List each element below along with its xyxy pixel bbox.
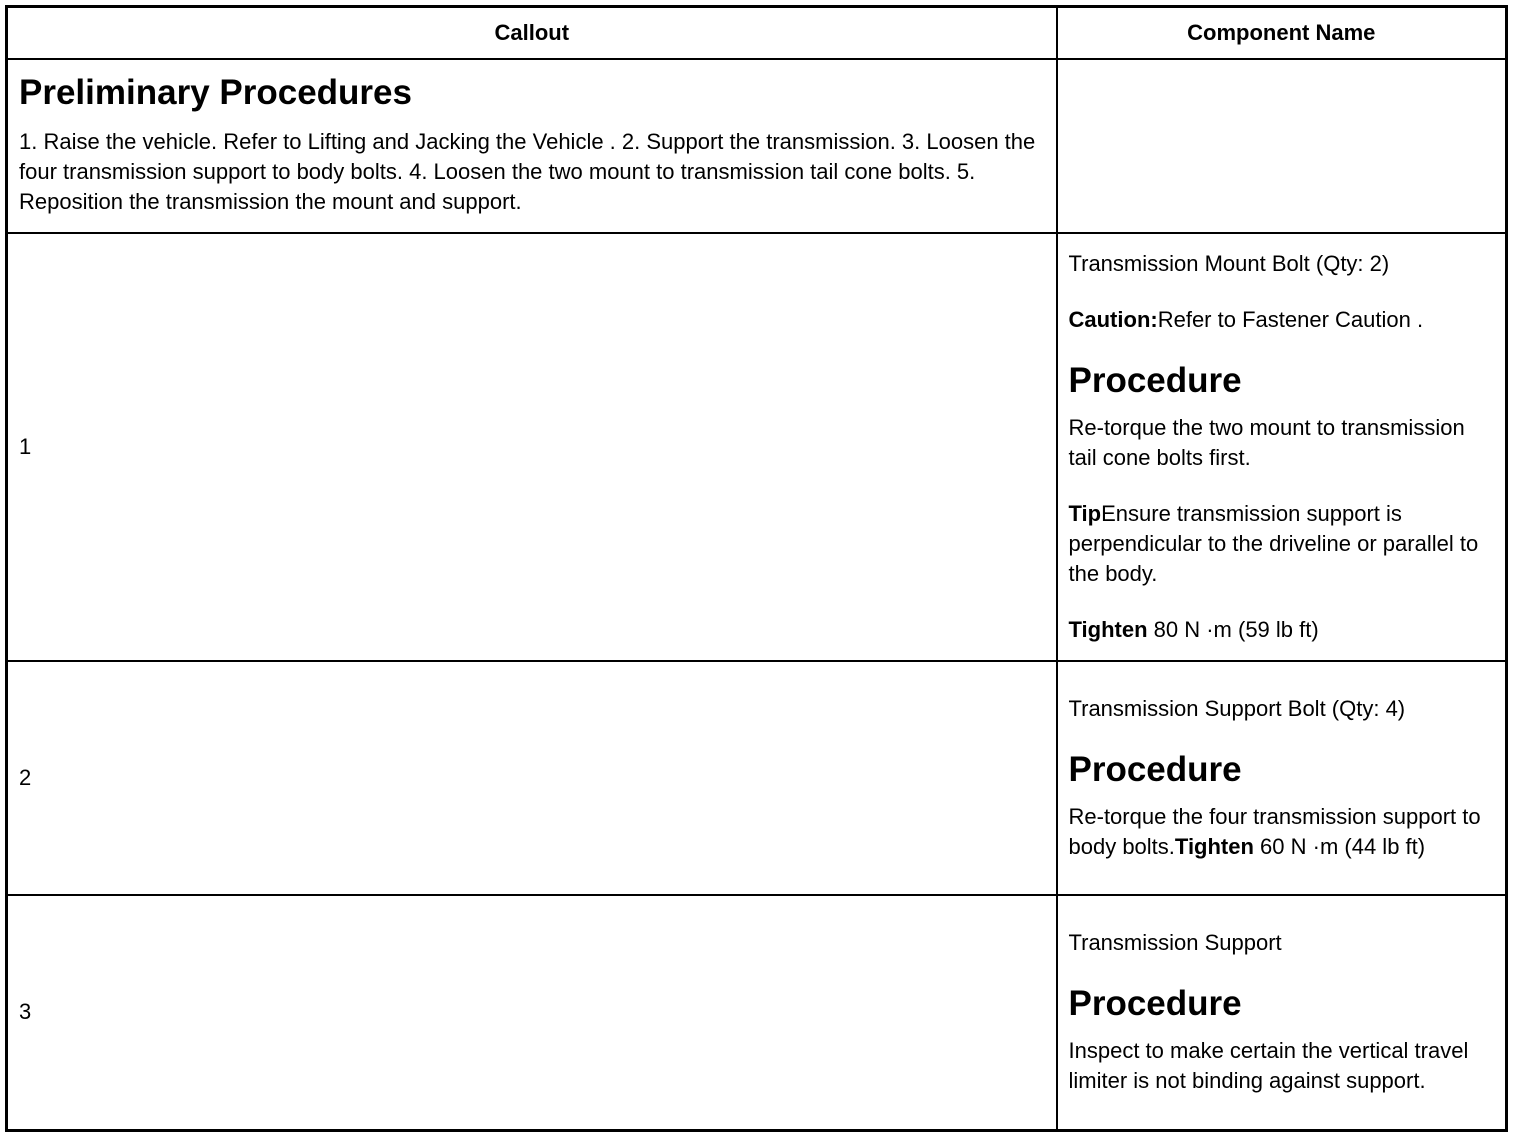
caution-text: Refer to Fastener Caution . — [1157, 307, 1424, 332]
table-row — [7, 895, 1507, 1130]
component-cell — [1057, 661, 1507, 895]
preliminary-text: 1. Raise the vehicle. Refer to Lifting and Jacking the Vehicle . 2. Support the transmission. 3. Loosen the four transmission support to body bolts. 4. Loosen the two mount to transmission tail cone bolts. 5. Reposition the transmission the mount and support. — [19, 129, 1036, 214]
component-table — [5, 5, 1508, 1132]
callout-cell: 1 — [7, 233, 1057, 661]
procedure-title: Procedure — [1068, 984, 1242, 1024]
tighten-label: Tighten — [1174, 834, 1254, 859]
caution-note — [1069, 305, 1495, 335]
procedure-text — [1069, 802, 1495, 862]
procedure-text-body: Re-torque the four transmission support to body bolts. — [1068, 804, 1481, 859]
callout-column-header: Callout — [7, 7, 1057, 60]
callout-cell: 3 — [7, 895, 1057, 1130]
tip-text: Ensure transmission support is perpendicular to the driveline or parallel to the body. — [1068, 501, 1479, 586]
procedure-title: Procedure — [1068, 361, 1242, 400]
tighten-label: Tighten — [1068, 617, 1148, 642]
component-name: Transmission Support Bolt (Qty: 4) — [1068, 696, 1406, 721]
component-cell — [1057, 895, 1507, 1130]
procedure-text: Inspect to make certain the vertical travel limiter is not binding against support. — [1068, 1038, 1469, 1094]
table-row — [7, 233, 1507, 661]
table-row — [7, 661, 1507, 895]
tighten-value: 60 N ·m (44 lb ft) — [1253, 834, 1426, 859]
callout-cell: 2 — [7, 661, 1057, 895]
header-row — [7, 7, 1507, 60]
procedure-title: Procedure — [1068, 750, 1242, 789]
tip-note — [1069, 499, 1495, 589]
procedure-text: Re-torque the two mount to transmission tail cone bolts first. — [1068, 415, 1465, 470]
preliminary-empty-cell — [1057, 59, 1507, 233]
preliminary-title: Preliminary Procedures — [19, 73, 412, 112]
torque-spec — [1069, 615, 1495, 645]
component-name: Transmission Mount Bolt (Qty: 2) — [1068, 251, 1390, 276]
component-cell — [1057, 233, 1507, 661]
tip-label: Tip — [1068, 501, 1102, 526]
component-column-header: Component Name — [1057, 7, 1507, 60]
caution-label: Caution: — [1068, 307, 1158, 332]
preliminary-cell — [7, 59, 1057, 233]
component-name: Transmission Support — [1068, 930, 1282, 956]
preliminary-row — [7, 59, 1507, 233]
tighten-value: 80 N ·m (59 lb ft) — [1147, 617, 1319, 642]
